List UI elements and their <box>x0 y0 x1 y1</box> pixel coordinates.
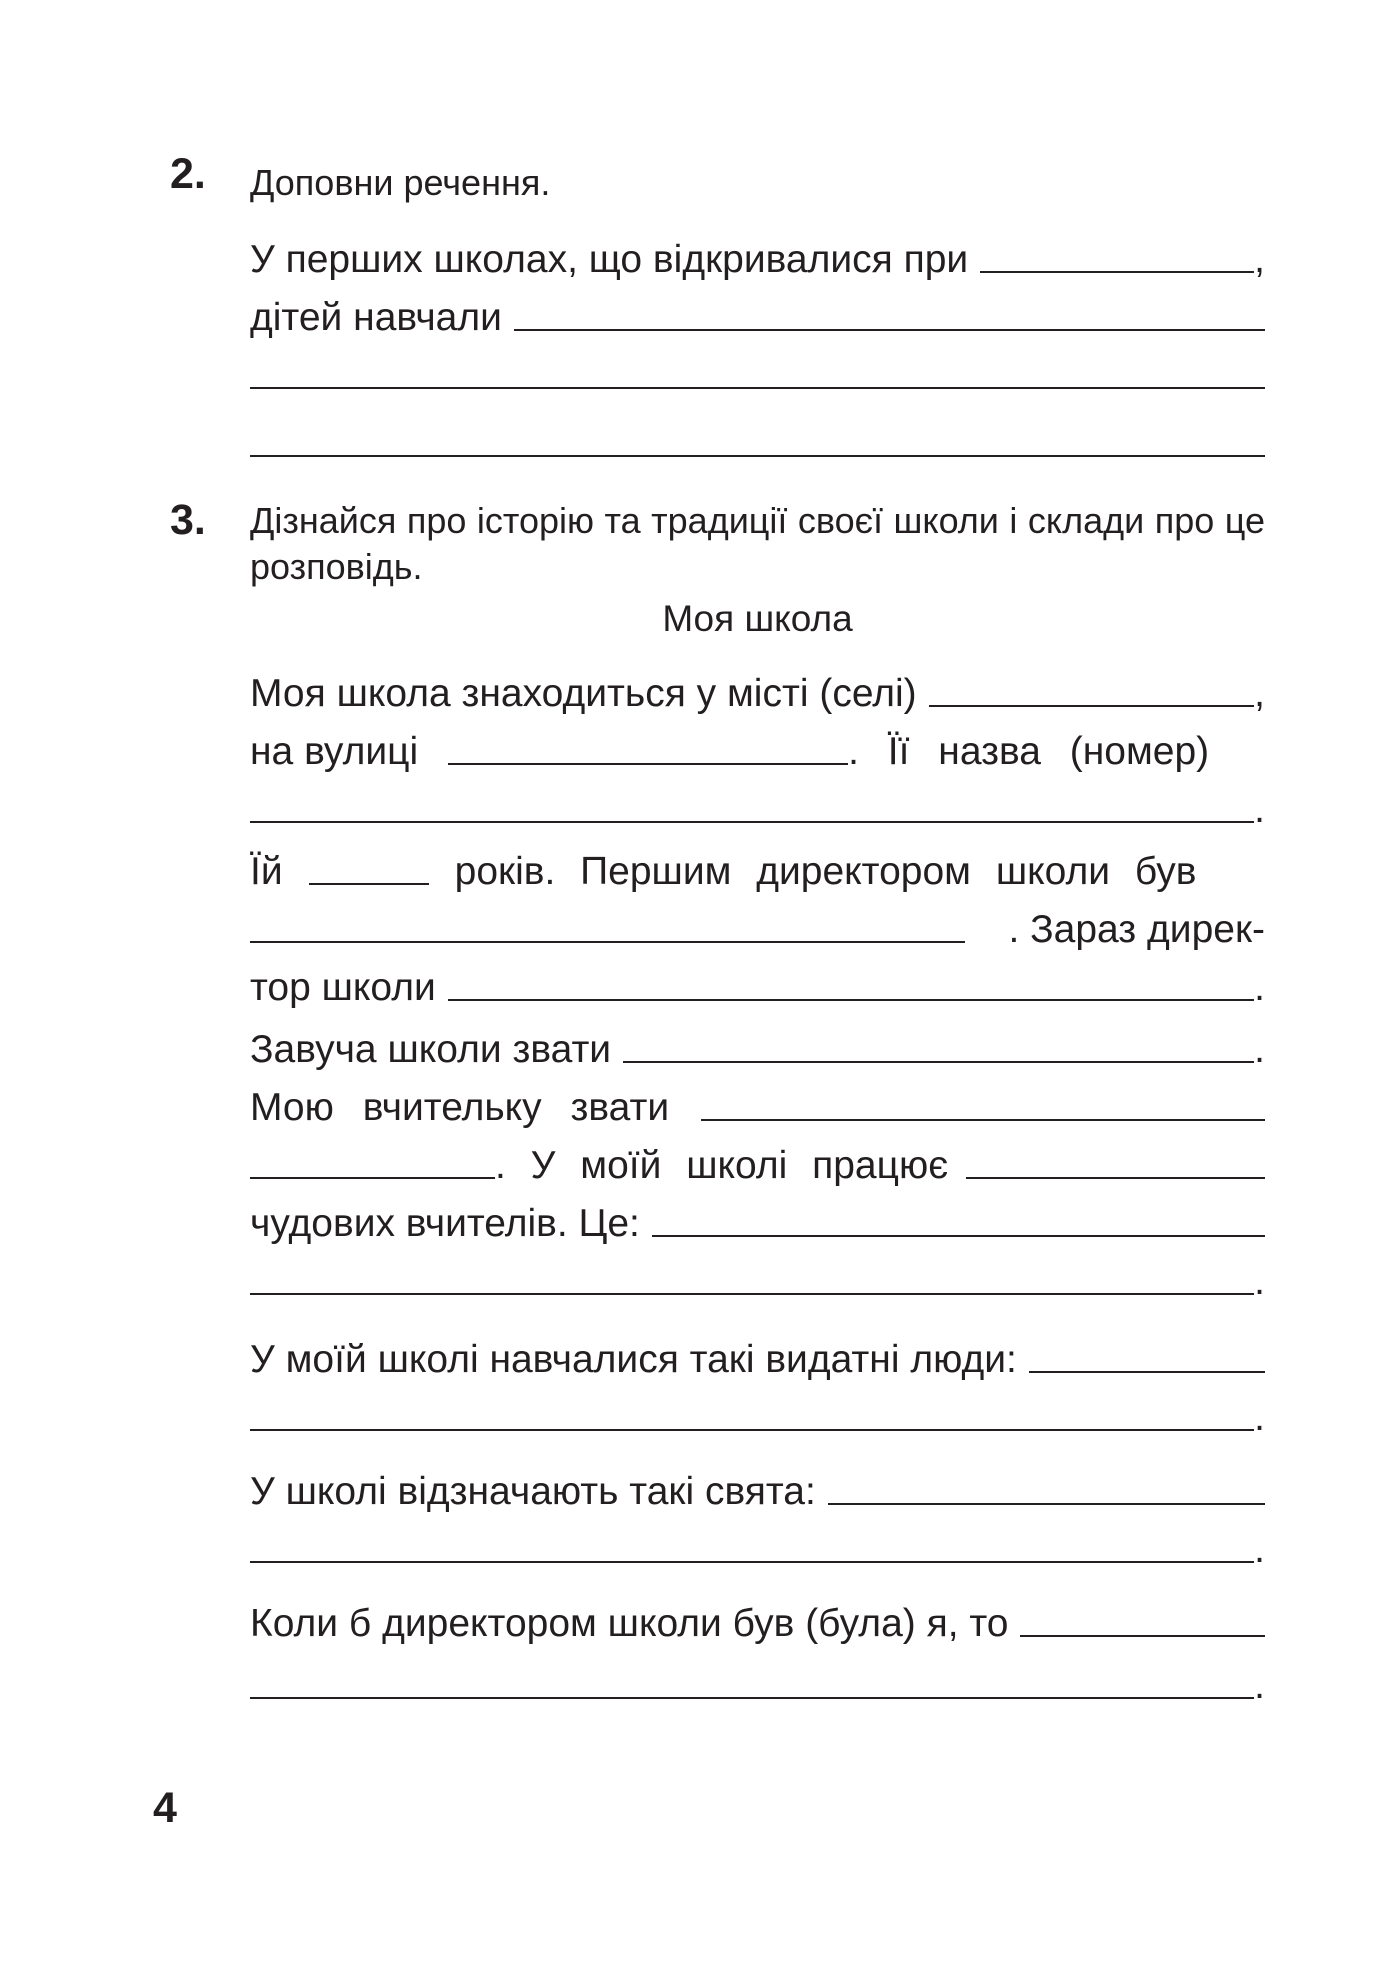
blank-school-founder[interactable] <box>980 271 1254 273</box>
blank-street[interactable] <box>448 763 848 765</box>
blank-if-director[interactable] <box>1020 1635 1265 1637</box>
blank-notable-alumni-cont[interactable] <box>250 1429 1254 1431</box>
story-line-7 <box>250 1014 1265 1072</box>
story-line-11 <box>250 1246 1265 1304</box>
story-line-6 <box>250 952 1265 1010</box>
story-line-17 <box>250 1650 1265 1708</box>
story-text: на вулиці <box>250 730 419 773</box>
story-line-13 <box>250 1382 1265 1440</box>
page-number: 4 <box>153 1784 177 1832</box>
blank-city[interactable] <box>929 705 1255 707</box>
blank-answer-line[interactable] <box>250 387 1265 389</box>
story-text: Мою вчительку звати <box>250 1086 670 1129</box>
blank-notable-alumni[interactable] <box>1029 1371 1265 1373</box>
period: . <box>1254 788 1265 831</box>
blank-teachers-list[interactable] <box>652 1235 1265 1237</box>
story-line-4 <box>250 836 1265 894</box>
story-text: Завуча школи звати <box>250 1028 612 1071</box>
task-2-line-2 <box>250 282 1265 340</box>
period: . <box>1254 1028 1265 1071</box>
blank-taught-by[interactable] <box>514 329 1265 331</box>
period: . <box>1254 1528 1265 1571</box>
task-2-line-2-text: дітей навчали <box>250 296 502 339</box>
blank-teachers-list-cont[interactable] <box>250 1293 1254 1295</box>
task-3-instruction: Дізнайся про історію та традиції своєї школи і склади про це розповідь. <box>250 500 1265 587</box>
blank-my-teacher[interactable] <box>701 1119 1265 1121</box>
story-text: . Її назва (номер) <box>848 730 1210 773</box>
task-2-line-1-text: У перших школах, що відкривалися при <box>250 238 969 281</box>
period: . <box>1254 1396 1265 1439</box>
story-line-12 <box>250 1324 1265 1382</box>
story-line-15 <box>250 1514 1265 1572</box>
blank-holidays[interactable] <box>828 1503 1265 1505</box>
blank-current-director[interactable] <box>448 999 1254 1001</box>
story-line-2 <box>250 716 1265 774</box>
blank-teacher-count[interactable] <box>966 1177 1265 1179</box>
story-line-1 <box>250 658 1265 716</box>
blank-answer-line[interactable] <box>250 455 1265 457</box>
story-text: тор школи <box>250 966 436 1009</box>
period: . <box>1254 1664 1265 1707</box>
comma: , <box>1254 238 1265 281</box>
blank-school-age[interactable] <box>309 883 429 885</box>
period: . <box>1254 1260 1265 1303</box>
blank-head-teacher[interactable] <box>623 1061 1254 1063</box>
story-line-3 <box>250 774 1265 832</box>
story-text: . У моїй школі працює <box>495 1144 949 1187</box>
task-2-instruction-line <box>250 146 1265 204</box>
story-line-16 <box>250 1588 1265 1646</box>
blank-holidays-cont[interactable] <box>250 1561 1254 1563</box>
story-line-8 <box>250 1072 1265 1130</box>
story-text: У моїй школі навчалися такі видатні люди: <box>250 1338 1017 1381</box>
story-line-9 <box>250 1130 1265 1188</box>
story-text: Їй <box>250 850 283 893</box>
task-2-line-3 <box>250 340 1265 398</box>
story-text: Моя школа знаходиться у місті (селі) <box>250 672 917 715</box>
task-2-instruction: Доповни речення. <box>250 162 551 203</box>
blank-my-teacher-cont[interactable] <box>250 1177 495 1179</box>
task-2-number: 2. <box>170 150 206 198</box>
task-2-line-1 <box>250 224 1265 282</box>
story-line-5 <box>250 894 1265 952</box>
blank-first-director[interactable] <box>250 941 965 943</box>
story-line-10 <box>250 1188 1265 1246</box>
story-text: У школі відзначають такі свята: <box>250 1470 816 1513</box>
blank-school-name[interactable] <box>250 821 1254 823</box>
period: . <box>1254 966 1265 1009</box>
story-text: чудових вчителів. Це: <box>250 1202 640 1245</box>
blank-if-director-cont[interactable] <box>250 1697 1254 1699</box>
task-3-number: 3. <box>170 496 206 544</box>
comma: , <box>1254 672 1265 715</box>
task-2-line-4 <box>250 408 1265 466</box>
story-line-14 <box>250 1456 1265 1514</box>
story-text: . Зараз дирек- <box>1008 908 1265 951</box>
story-title: Моя школа <box>662 598 853 639</box>
story-text: Коли б директором школи був (була) я, то <box>250 1602 1009 1645</box>
story-text: років. Першим директором школи був <box>454 850 1197 893</box>
